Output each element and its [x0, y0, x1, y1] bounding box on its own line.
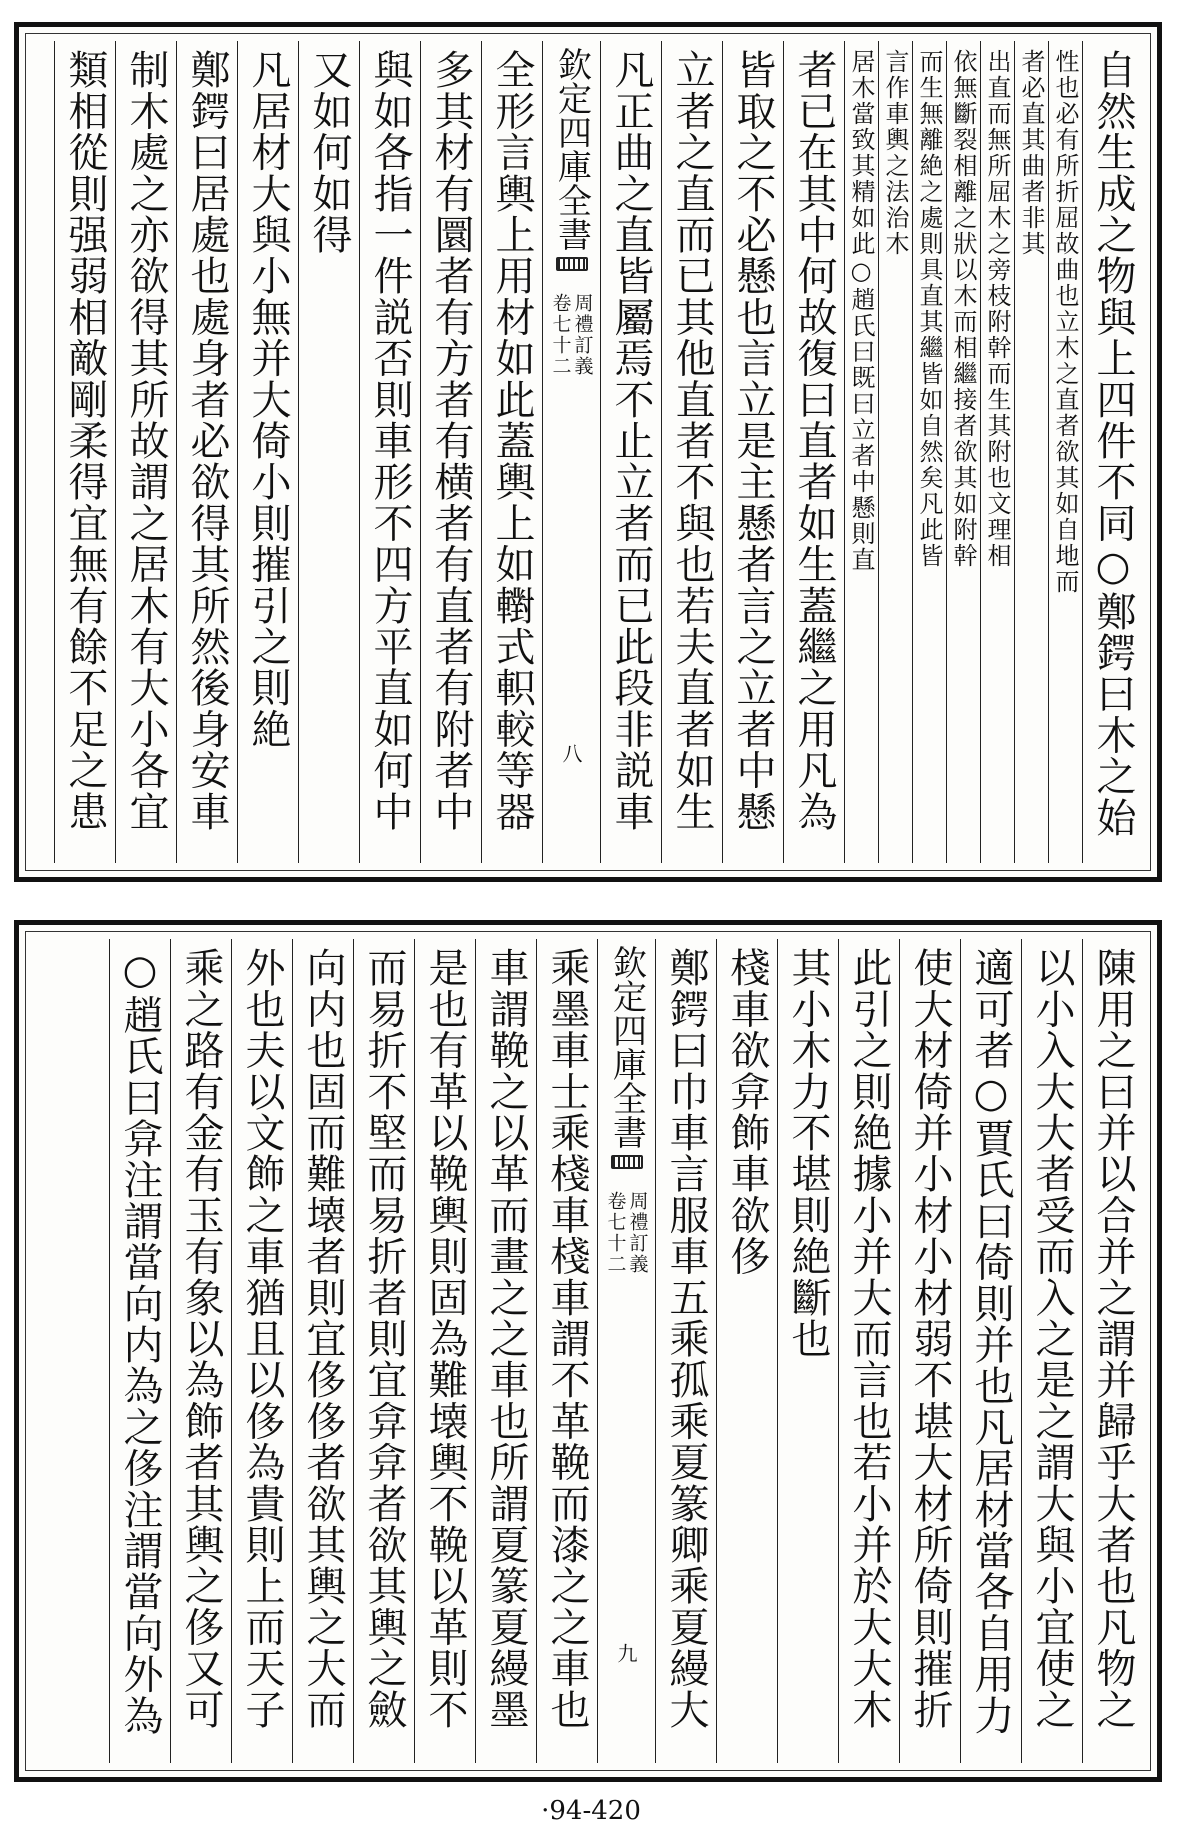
chapter-info: [606, 1191, 648, 1275]
text-column: 車謂鞔之以革而畫之之車也所謂夏篆夏縵墨: [475, 939, 536, 1763]
text-column: 自然生成之物與上四件不同○鄭鍔曰木之始: [1082, 41, 1143, 863]
text-column: 凡居材大與小無并大倚小則摧引之則絶: [237, 41, 298, 863]
text-column: 皆取之不必懸也言立是主懸者言之立者中懸: [722, 41, 783, 863]
fish-tail-ornament-icon: [607, 1155, 647, 1183]
text-column: 是也有革以鞔輿則固為難壊輿不鞔以革則不: [414, 939, 475, 1763]
text-column: 凡正曲之直皆屬焉不止立者而已此段非説車: [600, 41, 661, 863]
text-column: 外也夫以文飾之車猶且以侈為貴則上而天子: [231, 939, 292, 1763]
commentary-column: 出直而無所屈木之旁枝附幹而生其附也文理相: [980, 41, 1014, 863]
book-series-title: 欽定四庫全書: [551, 47, 592, 251]
text-column: 棧車欲弇飾車欲侈: [716, 939, 777, 1763]
bottom-page-frame: [14, 920, 1162, 1782]
text-column: 全形言輿上用材如此蓋輿上如轛式軹較等器: [481, 41, 542, 863]
volume-name: 卷七十二: [604, 1191, 627, 1275]
commentary-column: 性也必有所折屈故曲也立木之直者欲其如自地而: [1048, 41, 1082, 863]
folio-number: 八: [559, 743, 583, 763]
text-column: 此引之則絶據小并大而言也若小并於大大木: [838, 939, 899, 1763]
text-column: 鄭鍔曰巾車言服車五乘孤乘夏篆卿乘夏縵大: [655, 939, 716, 1763]
book-name: 周禮訂義: [571, 293, 594, 377]
text-column: 乘之路有金有玉有象以為飾者其輿之侈又可: [170, 939, 231, 1763]
commentary-column: 言作車輿之法治木: [878, 41, 912, 863]
text-column: 向内也固而難壊者則宜侈侈者欲其輿之大而: [292, 939, 353, 1763]
center-fold-column: [542, 41, 600, 863]
fish-tail-ornament-icon: [552, 257, 592, 285]
text-column: 立者之直而已其他直者不與也若夫直者如生: [661, 41, 722, 863]
center-fold-column: [597, 939, 655, 1763]
bottom-page-columns: [33, 939, 1143, 1763]
text-column: 其小木力不堪則絶斷也: [777, 939, 838, 1763]
book-series-title: 欽定四庫全書: [606, 945, 647, 1149]
text-column: 乘墨車士乘棧車棧車謂不革鞔而漆之之車也: [536, 939, 597, 1763]
commentary-column: 者必直其曲者非其: [1014, 41, 1048, 863]
text-column: 使大材倚并小材小材弱不堪大材所倚則摧折: [899, 939, 960, 1763]
text-column: 鄭鍔曰居處也處身者必欲得其所然後身安車: [176, 41, 237, 863]
text-column: 適可者○賈氏曰倚則并也凡居材當各自用力: [960, 939, 1021, 1763]
top-page-frame: [14, 22, 1162, 882]
text-column: 制木處之亦欲得其所故謂之居木有大小各宜: [115, 41, 176, 863]
folio-number: 九: [614, 1643, 638, 1663]
text-column: 陳用之曰并以合并之謂并歸乎大者也凡物之: [1082, 939, 1143, 1763]
text-column: 而易折不堅而易折者則宜弇弇者欲其輿之斂: [353, 939, 414, 1763]
text-column: 類相從則强弱相敵剛柔得宜無有餘不足之患: [54, 41, 115, 863]
top-page-columns: [33, 41, 1143, 863]
commentary-column: 而生無離絶之處則具直其繼皆如自然矣凡此皆: [912, 41, 946, 863]
commentary-column: 居木當致其精如此○趙氏曰既曰立者中懸則直: [844, 41, 878, 863]
page-number: ·94-420: [541, 1796, 641, 1826]
text-column: 者已在其中何故復曰直者如生蓋繼之用凡為: [783, 41, 844, 863]
text-column: ○趙氏曰弇注謂當向内為之侈注謂當向外為: [109, 939, 170, 1763]
text-column: 與如各指一件説否則車形不四方平直如何中: [359, 41, 420, 863]
text-column: 多其材有圜者有方者有横者有直者有附者中: [420, 41, 481, 863]
text-column: 又如何如得: [298, 41, 359, 863]
chapter-info: [551, 293, 593, 377]
text-column: 以小入大大者受而入之是之謂大與小宜使之: [1021, 939, 1082, 1763]
volume-name: 卷七十二: [549, 293, 572, 377]
commentary-column: 依無斷裂相離之狀以木而相繼接者欲其如附幹: [946, 41, 980, 863]
book-name: 周禮訂義: [626, 1191, 649, 1275]
